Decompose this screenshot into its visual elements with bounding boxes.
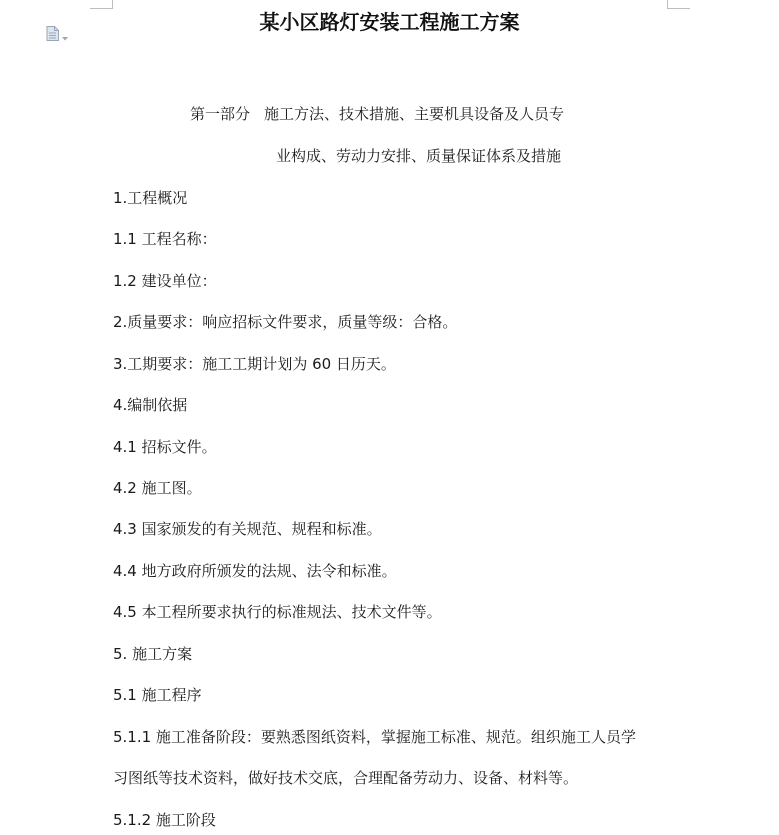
paragraph: 4.1 招标文件。 — [113, 438, 217, 456]
paragraph: 4.3 国家颁发的有关规范、规程和标准。 — [113, 520, 382, 538]
paragraph: 4.5 本工程所要求执行的标准规法、技术文件等。 — [113, 603, 442, 621]
paragraph: 5.1 施工程序 — [113, 686, 202, 704]
section-part-label: 第一部分 — [190, 105, 251, 123]
document-title: 某小区路灯安装工程施工方案 — [259, 10, 520, 34]
paragraph: 习图纸等技术资料，做好技术交底，合理配备劳动力、设备、材料等。 — [113, 769, 579, 787]
paragraph: 5.1.2 施工阶段 — [113, 811, 216, 829]
section-heading-line1 — [190, 104, 564, 124]
section-heading-text: 施工方法、技术措施、主要机具设备及人员专 — [264, 105, 565, 123]
paragraph: 4.4 地方政府所颁发的法规、法令和标准。 — [113, 562, 397, 580]
paragraph: 5.1.1 施工准备阶段：要熟悉图纸资料，掌握施工标准、规范。组织施工人员学 — [113, 728, 636, 746]
section-heading-line2: 业构成、劳动力安排、质量保证体系及措施 — [276, 147, 562, 165]
paragraph: 4.2 施工图。 — [113, 479, 202, 497]
paragraph: 1.1 工程名称： — [113, 230, 217, 248]
paragraph: 2.质量要求：响应招标文件要求，质量等级：合格。 — [113, 313, 458, 331]
paragraph: 5. 施工方案 — [113, 645, 193, 663]
paragraph: 4.编制依据 — [113, 396, 188, 414]
paragraph: 3.工期要求：施工工期计划为 60 日历天。 — [113, 355, 396, 373]
paragraph: 1.工程概况 — [113, 189, 188, 207]
paragraph: 1.2 建设单位： — [113, 272, 217, 290]
